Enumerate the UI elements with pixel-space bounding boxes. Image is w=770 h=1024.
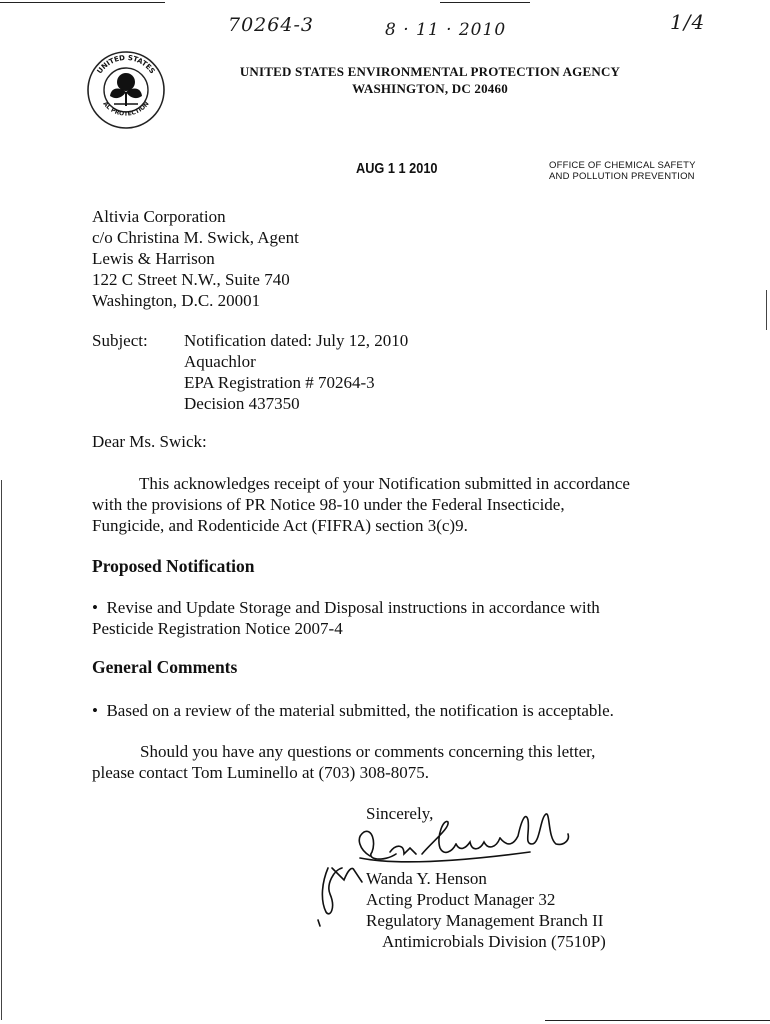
proposed-bullet <box>92 597 600 639</box>
closing-line: please contact Tom Luminello at (703) 308-8075. <box>92 763 429 782</box>
subject-label: Subject: <box>92 331 148 350</box>
intro-line: Fungicide, and Rodenticide Act (FIFRA) section 3(c)9. <box>92 516 468 535</box>
general-bullet-text: Based on a review of the material submitted, the notification is acceptable. <box>106 701 614 720</box>
epa-seal <box>84 48 168 132</box>
proposed-notification-heading: Proposed Notification <box>92 556 255 576</box>
signatory-division: Antimicrobials Division (7510P) <box>382 932 606 951</box>
address-line: 122 C Street N.W., Suite 740 <box>92 270 290 289</box>
seal-text-top: UNITED STATES <box>95 53 157 76</box>
scan-edge-right <box>766 290 767 330</box>
subject-line: Decision 437350 <box>184 394 300 413</box>
intro-line: with the provisions of PR Notice 98-10 under the Federal Insecticide, <box>92 495 565 514</box>
subject-line: Aquachlor <box>184 352 256 371</box>
subject-line: Notification dated: July 12, 2010 <box>184 331 409 350</box>
bullet-marker: • <box>92 701 98 720</box>
intro-paragraph <box>92 473 630 536</box>
recipient-address <box>92 206 299 311</box>
scan-edge-top-right <box>440 2 530 3</box>
scan-edge-bottom-right <box>545 1020 770 1021</box>
sincerely: Sincerely, <box>366 804 434 823</box>
agency-name: UNITED STATES ENVIRONMENTAL PROTECTION AGENCY <box>239 64 621 79</box>
signatory-title: Acting Product Manager 32 <box>366 890 556 909</box>
svg-text:UNITED STATES <box>96 54 157 75</box>
proposed-bullet-line: Pesticide Registration Notice 2007-4 <box>92 619 343 638</box>
bullet-marker: • <box>92 598 98 617</box>
address-line: Lewis & Harrison <box>92 249 215 268</box>
address-line: Altivia Corporation <box>92 207 226 226</box>
subject-line: EPA Registration # 70264-3 <box>184 373 375 392</box>
address-line: c/o Christina M. Swick, Agent <box>92 228 299 247</box>
signatory-branch: Regulatory Management Branch II <box>366 911 604 930</box>
received-date-stamp: AUG 1 1 2010 <box>356 160 438 177</box>
signatory-block <box>366 868 606 952</box>
closing-paragraph <box>92 741 595 783</box>
general-bullet <box>92 700 614 721</box>
salutation: Dear Ms. Swick: <box>92 432 207 451</box>
intro-line: This acknowledges receipt of your Notification submitted in accordance <box>139 474 630 493</box>
address-line: Washington, D.C. 20001 <box>92 291 261 310</box>
seal-text-bottom: AL PROTECTION <box>101 100 151 118</box>
signatory-name: Wanda Y. Henson <box>366 869 487 888</box>
scan-edge-left <box>1 480 2 1020</box>
subject-lines <box>184 330 408 414</box>
proposed-bullet-line: Revise and Update Storage and Disposal instructions in accordance with <box>106 598 600 617</box>
general-comments-heading: General Comments <box>92 657 238 677</box>
scan-edge-top-left <box>0 2 165 3</box>
closing-line: Should you have any questions or comments concerning this letter, <box>140 742 596 761</box>
office-line-1: OFFICE OF CHEMICAL SAFETY <box>549 160 696 171</box>
handwritten-reg-number: 70264-3 <box>228 14 314 36</box>
agency-city: WASHINGTON, DC 20460 <box>352 81 508 96</box>
handwritten-page-fraction: 1/4 <box>670 10 706 34</box>
office-line-2: AND POLLUTION PREVENTION <box>549 171 695 182</box>
handwritten-date: 8 · 11 · 2010 <box>385 20 507 40</box>
